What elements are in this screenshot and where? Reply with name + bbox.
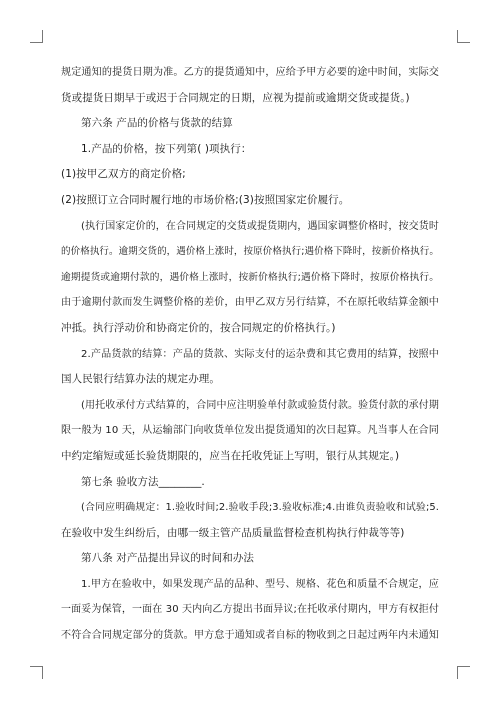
crop-mark-top-right bbox=[457, 30, 470, 43]
article-heading: 第六条 产品的价格与货款的结算 bbox=[81, 117, 233, 130]
body-text-line: 不符合合同规定部分的货款。甲方怠于通知或者自标的物收到之日起过两年内未通知 bbox=[61, 630, 439, 642]
clause-heading: 1.甲方在验收中，如果发现产品的品种、型号、规格、花色和质量不合规定，应 bbox=[81, 578, 439, 590]
option-text: (1)按甲乙双方的商定价格; bbox=[61, 168, 186, 181]
body-text-line: (用托收承付方式结算的，合同中应注明验单付款或验货付款。验货付款的承付期 bbox=[81, 399, 439, 411]
body-text-line: 限一般为 10 天，从运输部门向收货单位发出提货通知的次日起算。凡当事人在合同 bbox=[61, 425, 439, 437]
body-text-line: 货或提货日期早于或迟于合同规定的日期，应视为提前或逾期交货或提货。) bbox=[61, 91, 410, 104]
clause-heading: 2.产品货款的结算：产品的货款、实际支付的运杂费和其它费用的结算，按照中 bbox=[81, 348, 439, 360]
option-text: (2)按照订立合同时履行地的市场价格;(3)按照国家定价履行。 bbox=[61, 193, 350, 206]
body-text-line: 规定通知的提货日期为准。乙方的提货通知中，应给予甲方必要的途中时间，实际交 bbox=[61, 67, 439, 78]
crop-mark-bottom-left bbox=[30, 666, 43, 679]
crop-mark-top-left bbox=[30, 30, 43, 43]
clause-heading: 1.产品的价格，按下列第( )项执行： bbox=[81, 142, 252, 155]
body-text-line: (执行国家定价的，在合同规定的交货或提货期内，遇国家调整价格时，按交货时 bbox=[81, 220, 439, 232]
body-text-line: (合同应明确规定：1.验收时间;2.验收手段;3.验收标准;4.由谁负责验收和试验;5. bbox=[81, 502, 439, 514]
body-text-line: 一面妥为保管，一面在 30 天内向乙方提出书面异议;在托收承付期内，甲方有权拒付 bbox=[61, 604, 439, 616]
article-heading: 第八条 对产品提出异议的时间和办法 bbox=[81, 552, 255, 565]
crop-mark-bottom-right bbox=[457, 666, 470, 679]
body-text-line: 逾期提货或逾期付款的，遇价格上涨时，按新价格执行;遇价格下降时，按原价格执行。 bbox=[61, 271, 439, 283]
document-body bbox=[61, 66, 439, 642]
body-text-line: 的价格执行。逾期交货的，遇价格上涨时，按原价格执行;遇价格下降时，按新价格执行。 bbox=[61, 246, 439, 258]
article-heading: 第七条 验收方法________. bbox=[81, 475, 205, 488]
body-text-line: 国人民银行结算办法的规定办理。 bbox=[61, 373, 220, 386]
body-text-line: 由于逾期付款而发生调整价格的差价，由甲乙双方另行结算，不在原托收结算金额中 bbox=[61, 297, 439, 309]
body-text-line: 在验收中发生纠纷后，由哪一级主管产品质量监督检查机构执行仲裁等等) bbox=[61, 526, 405, 539]
body-text-line: 冲抵。执行浮动价和协商定价的，按合同规定的价格执行。) bbox=[61, 321, 336, 334]
body-text-line: 中约定缩短或延长验货期限的，应当在托收凭证上写明，银行从其规定。) bbox=[61, 449, 400, 462]
